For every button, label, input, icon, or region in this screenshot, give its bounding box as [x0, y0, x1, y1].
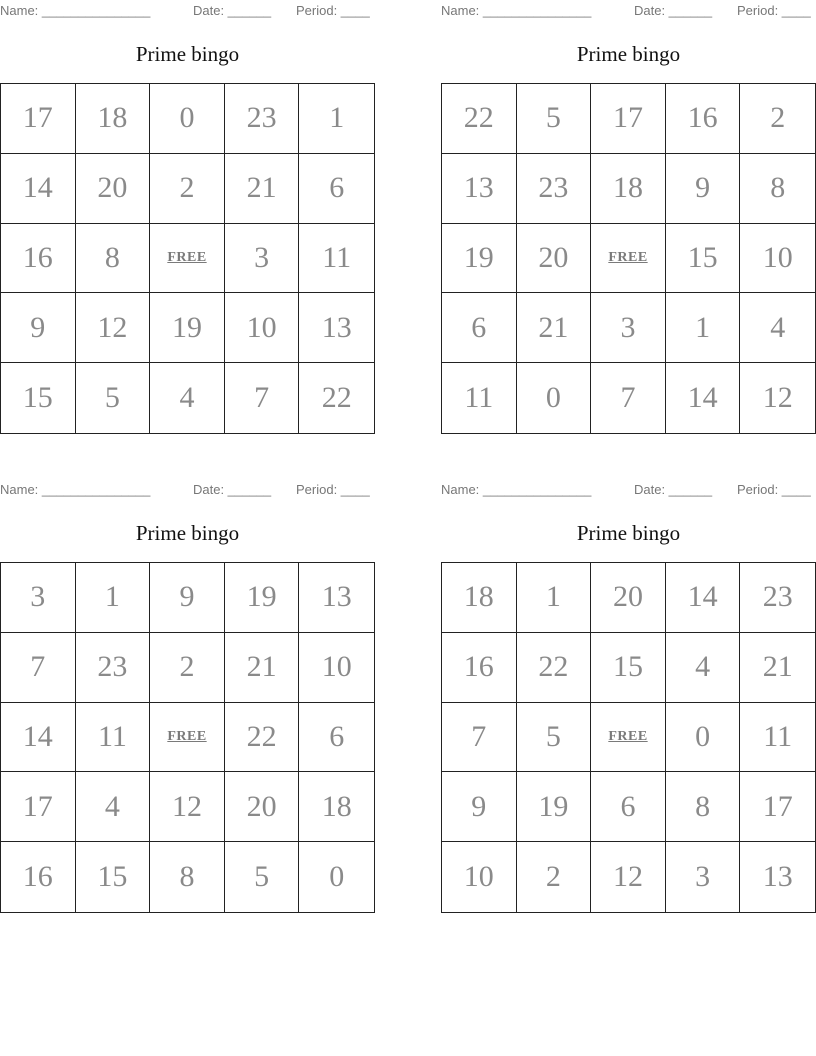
bingo-card	[0, 0, 375, 434]
date-field-label: Date: ______	[634, 3, 713, 18]
bingo-card	[441, 0, 816, 434]
bingo-cell: 11	[76, 703, 151, 773]
bingo-cell: 10	[740, 224, 815, 294]
bingo-cell: 14	[1, 154, 76, 224]
bingo-cell: 12	[591, 842, 666, 912]
bingo-cell: 18	[591, 154, 666, 224]
bingo-cell: 2	[150, 154, 225, 224]
bingo-cell: 18	[442, 563, 517, 633]
bingo-cell: 16	[1, 842, 76, 912]
bingo-grid	[0, 83, 375, 434]
bingo-cell: 4	[666, 633, 741, 703]
name-field-label: Name: _______________	[441, 482, 592, 497]
bingo-cell: 20	[225, 772, 300, 842]
bingo-cell: 11	[442, 363, 517, 433]
bingo-cell: 13	[442, 154, 517, 224]
bingo-cell: 23	[76, 633, 151, 703]
name-field-label: Name: _______________	[441, 3, 592, 18]
bingo-cell: 6	[591, 772, 666, 842]
bingo-cell: 11	[740, 703, 815, 773]
bingo-cell: 16	[666, 84, 741, 154]
bingo-cell: 19	[225, 563, 300, 633]
bingo-cell: 7	[442, 703, 517, 773]
card-title: Prime bingo	[135, 42, 240, 66]
bingo-cell: 14	[1, 703, 76, 773]
bingo-cell: 4	[76, 772, 151, 842]
bingo-cell: 1	[76, 563, 151, 633]
bingo-cell: 12	[762, 381, 793, 415]
bingo-cell: 14	[666, 563, 741, 633]
bingo-cell: 3	[591, 293, 666, 363]
bingo-cell: 5	[517, 703, 592, 773]
bingo-cell: 9	[442, 772, 517, 842]
bingo-cell: 12	[150, 772, 225, 842]
bingo-cell: 20	[591, 563, 666, 633]
bingo-cell: 16	[1, 224, 76, 294]
bingo-cell: 5	[76, 363, 151, 433]
bingo-cell: 8	[740, 154, 815, 224]
bingo-cell: 9	[666, 154, 741, 224]
bingo-cell: 22	[442, 84, 517, 154]
bingo-cell: 7	[1, 633, 76, 703]
bingo-cell: 0	[666, 703, 741, 773]
bingo-cell: 19	[150, 293, 225, 363]
bingo-grid	[441, 83, 816, 434]
student-info-line	[441, 482, 816, 498]
bingo-cell: 13	[299, 293, 374, 363]
bingo-cell: 6	[299, 703, 374, 773]
bingo-cell: 23	[225, 84, 300, 154]
name-field-label: Name: _______________	[0, 3, 151, 18]
bingo-cell: 4	[740, 293, 815, 363]
bingo-cell: 7	[591, 363, 666, 433]
bingo-cell: 1	[666, 293, 741, 363]
bingo-cell: 1	[299, 84, 374, 154]
bingo-cell: 18	[299, 772, 374, 842]
bingo-cell: 15	[666, 224, 741, 294]
card-title: Prime bingo	[576, 521, 681, 545]
bingo-cell: 3	[1, 563, 76, 633]
bingo-cell: 2	[517, 842, 592, 912]
bingo-cell: 17	[740, 772, 815, 842]
bingo-grid	[441, 562, 816, 913]
bingo-cell: 10	[299, 633, 374, 703]
card-title: Prime bingo	[135, 521, 240, 545]
bingo-cell: 14	[666, 363, 741, 433]
bingo-cell: 7	[225, 363, 300, 433]
bingo-cell: 15	[76, 842, 151, 912]
bingo-cell: 9	[150, 563, 225, 633]
bingo-card	[441, 479, 816, 913]
free-space-cell: FREE	[150, 224, 225, 294]
bingo-cell: 2	[150, 633, 225, 703]
bingo-cell: 21	[517, 293, 592, 363]
bingo-cell: 2	[740, 84, 815, 154]
bingo-cell: 22	[321, 381, 352, 415]
period-field-label: Period: ____	[737, 482, 811, 497]
bingo-cell: 10	[442, 842, 517, 912]
bingo-cell: 3	[666, 842, 741, 912]
date-field-label: Date: ______	[193, 3, 272, 18]
name-field-label: Name: _______________	[0, 482, 151, 497]
bingo-cell: 5	[225, 842, 300, 912]
bingo-cell: 21	[740, 633, 815, 703]
bingo-cell: 6	[442, 293, 517, 363]
student-info-line	[0, 482, 375, 498]
bingo-cell: 1	[517, 563, 592, 633]
bingo-cell: 4	[150, 363, 225, 433]
date-field-label: Date: ______	[193, 482, 272, 497]
date-field-label: Date: ______	[634, 482, 713, 497]
bingo-cell: 22	[517, 633, 592, 703]
bingo-cell: 8	[666, 772, 741, 842]
bingo-cell: 22	[225, 703, 300, 773]
bingo-cell: 13	[299, 563, 374, 633]
bingo-cell: 9	[1, 293, 76, 363]
student-info-line	[0, 3, 375, 19]
bingo-cell: 16	[442, 633, 517, 703]
bingo-cell: 12	[76, 293, 151, 363]
bingo-cell: 0	[329, 860, 345, 894]
bingo-cell: 13	[762, 860, 793, 894]
free-space-cell: FREE	[591, 224, 666, 294]
bingo-grid	[0, 562, 375, 913]
bingo-cell: 3	[225, 224, 300, 294]
bingo-cell: 23	[740, 563, 815, 633]
bingo-cell: 17	[1, 84, 76, 154]
bingo-cell: 10	[225, 293, 300, 363]
bingo-cell: 11	[299, 224, 374, 294]
bingo-cell: 0	[150, 84, 225, 154]
bingo-cell: 8	[76, 224, 151, 294]
bingo-cell: 21	[225, 154, 300, 224]
period-field-label: Period: ____	[296, 3, 370, 18]
bingo-cell: 17	[1, 772, 76, 842]
bingo-cell: 17	[591, 84, 666, 154]
bingo-cell: 15	[591, 633, 666, 703]
period-field-label: Period: ____	[296, 482, 370, 497]
bingo-cell: 0	[517, 363, 592, 433]
card-title: Prime bingo	[576, 42, 681, 66]
free-space-cell: FREE	[150, 703, 225, 773]
bingo-cell: 15	[1, 363, 76, 433]
free-space-cell: FREE	[591, 703, 666, 773]
bingo-cell: 20	[76, 154, 151, 224]
bingo-cell: 19	[517, 772, 592, 842]
bingo-cell: 5	[517, 84, 592, 154]
bingo-cell: 6	[299, 154, 374, 224]
bingo-cell: 19	[442, 224, 517, 294]
bingo-card	[0, 479, 375, 913]
bingo-cell: 8	[150, 842, 225, 912]
bingo-cell: 23	[517, 154, 592, 224]
period-field-label: Period: ____	[737, 3, 811, 18]
bingo-cell: 20	[517, 224, 592, 294]
bingo-cell: 18	[76, 84, 151, 154]
student-info-line	[441, 3, 816, 19]
bingo-cell: 21	[225, 633, 300, 703]
